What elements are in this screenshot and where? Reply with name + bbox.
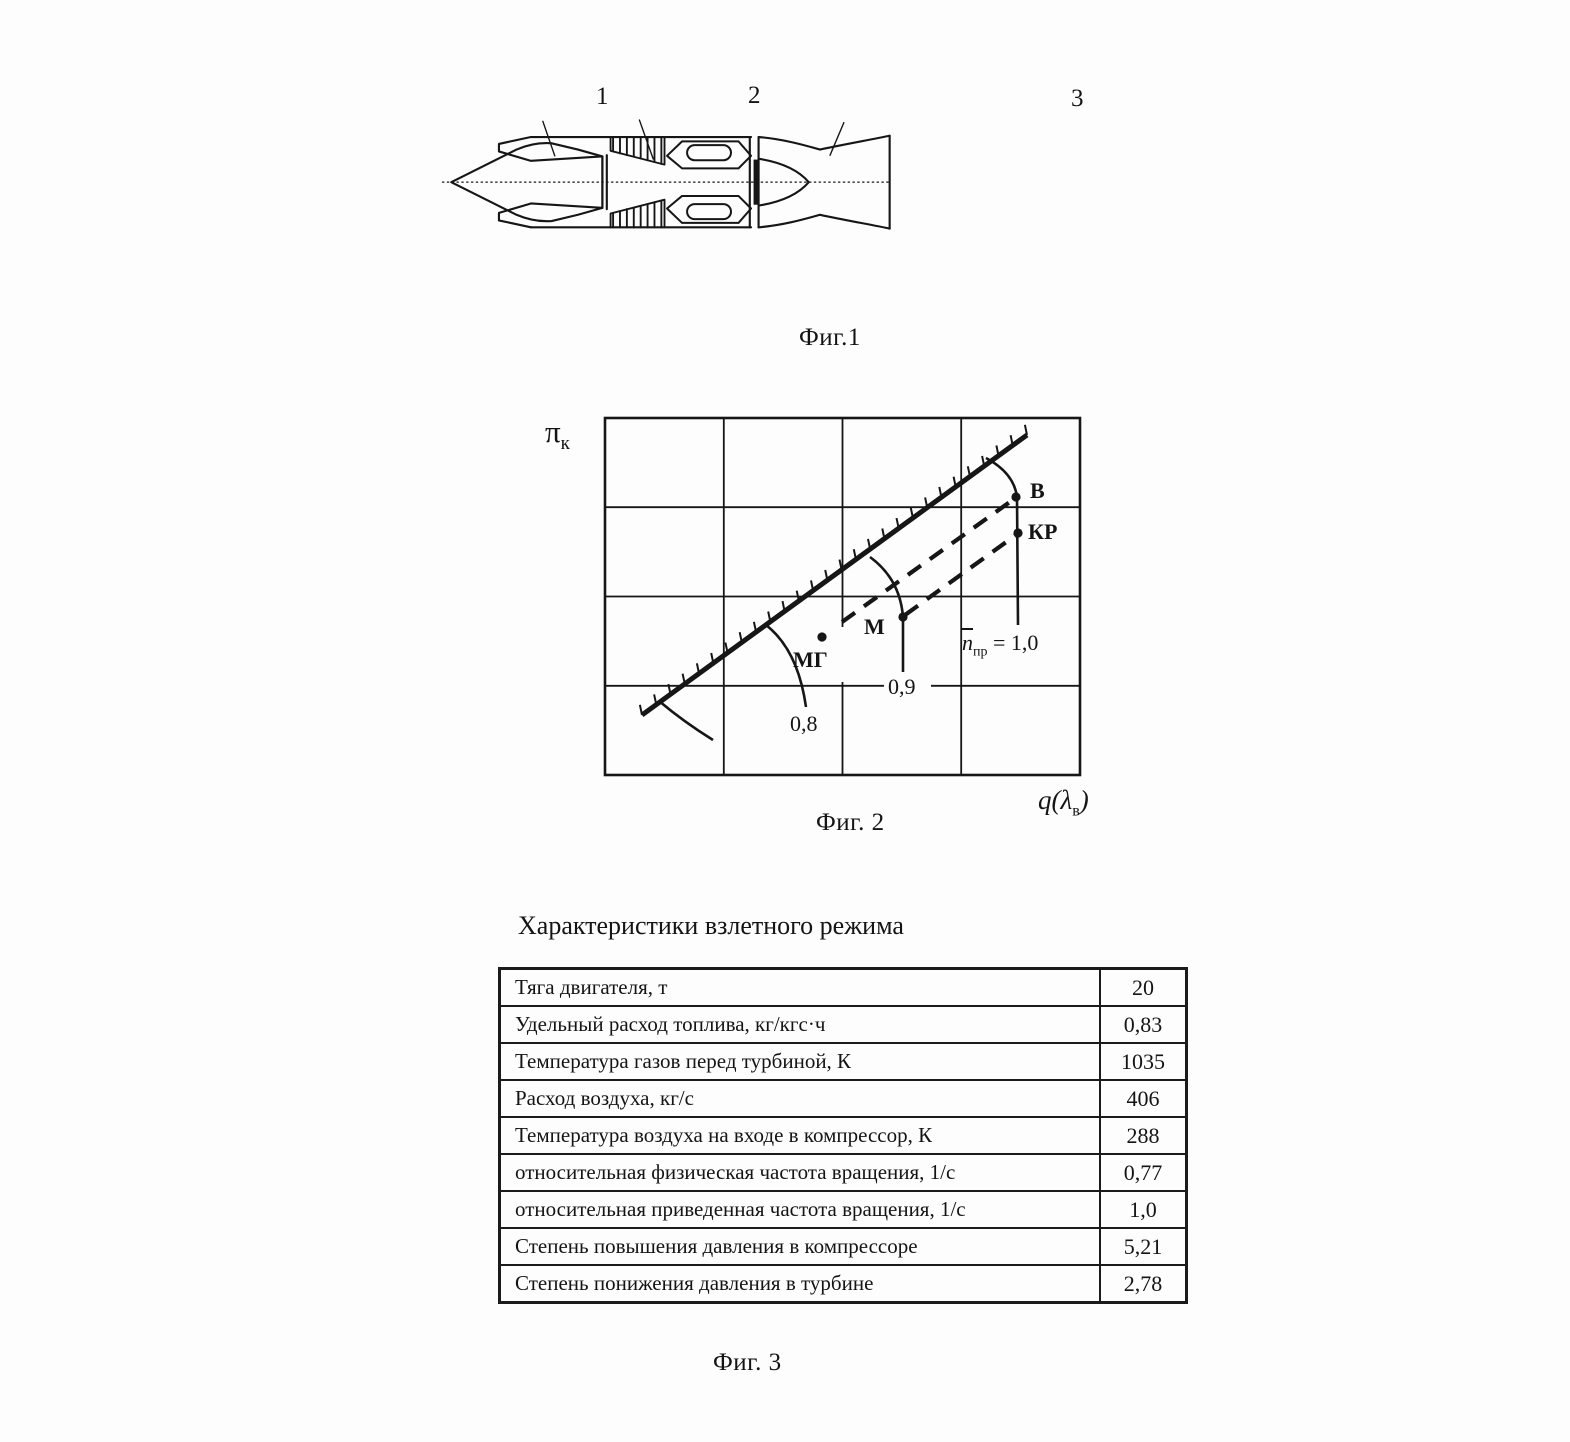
row-value: 0,83 <box>1100 1006 1187 1043</box>
speed-label-08: 0,8 <box>790 711 818 736</box>
surge-line-group <box>640 425 1027 715</box>
row-value: 5,21 <box>1100 1228 1187 1265</box>
table-title: Характеристики взлетного режима <box>518 911 904 940</box>
combustor-can-bottom <box>687 204 731 219</box>
figure1-caption: Фиг.1 <box>799 324 861 351</box>
row-value: 1035 <box>1100 1043 1187 1080</box>
row-label: Расход воздуха, кг/с <box>500 1080 1101 1117</box>
nozzle-top <box>759 136 890 150</box>
row-label: Степень повышения давления в компрессоре <box>500 1228 1101 1265</box>
row-value: 2,78 <box>1100 1265 1187 1303</box>
row-value: 1,0 <box>1100 1191 1187 1228</box>
surge-hatching <box>640 425 1027 715</box>
speed-label-10: $п_{пр} = 1,0$ <box>962 630 1039 660</box>
row-label: относительная физическая частота вращения, 1/с <box>500 1154 1101 1191</box>
leader-1 <box>543 121 555 155</box>
point-label-kr: КР <box>1028 519 1058 544</box>
table-row <box>500 1265 1187 1303</box>
row-value: 0,77 <box>1100 1154 1187 1191</box>
point-kr <box>1013 528 1022 537</box>
table-row <box>500 1043 1187 1080</box>
speed-lines <box>659 458 1018 740</box>
compressor-vanes-bottom <box>613 200 661 227</box>
point-v <box>1011 492 1020 501</box>
point-m <box>898 612 907 621</box>
y-axis-label: $\pi_к$ <box>545 414 570 455</box>
point-label-v: В <box>1030 478 1045 503</box>
part-label-3: 3 <box>1071 85 1084 112</box>
characteristics-table <box>498 967 1188 1304</box>
point-label-m: М <box>864 614 885 639</box>
row-value: 288 <box>1100 1117 1187 1154</box>
table-row <box>500 1154 1187 1191</box>
table-row <box>500 1080 1187 1117</box>
compressor-map <box>540 405 1120 845</box>
part-label-2: 2 <box>748 82 761 109</box>
point-label-mg: МГ <box>793 647 828 672</box>
table-row <box>500 1228 1187 1265</box>
leader-3 <box>830 123 844 156</box>
compressor-vanes-top <box>613 137 661 164</box>
compressor-duct-top <box>611 137 665 165</box>
speed-line-low <box>659 701 713 740</box>
cowl-lip-top <box>499 137 602 161</box>
engine-diagram <box>440 75 1180 305</box>
row-label: Температура газов перед турбиной, К <box>500 1043 1101 1080</box>
operating-lines <box>842 499 1016 622</box>
nozzle-bottom <box>759 215 890 229</box>
point-mg <box>817 632 826 641</box>
x-axis-label: $q(\lambda_в)$ <box>1038 785 1089 820</box>
row-label: Температура воздуха на входе в компрессор, К <box>500 1117 1101 1154</box>
speed-line-10 <box>986 458 1018 625</box>
speed-label-09: 0,9 <box>888 674 916 699</box>
row-value: 20 <box>1100 969 1187 1007</box>
row-value: 406 <box>1100 1080 1187 1117</box>
row-label: относительная приведенная частота вращения, 1/с <box>500 1191 1101 1228</box>
figure3-caption: Фиг. 3 <box>713 1349 782 1376</box>
inlet-spike <box>451 143 602 221</box>
part-label-1: 1 <box>596 83 609 110</box>
cowl-lip-bottom <box>499 203 602 227</box>
combustor-can-top <box>687 145 731 160</box>
table-row <box>500 1191 1187 1228</box>
figure2-caption: Фиг. 2 <box>816 809 885 836</box>
table-row <box>500 1117 1187 1154</box>
operating-line-upper <box>842 499 1014 622</box>
row-label: Тяга двигателя, т <box>500 969 1101 1007</box>
compressor-duct-bottom <box>611 200 665 228</box>
row-label: Удельный расход топлива, кг/кгс·ч <box>500 1006 1101 1043</box>
table-row <box>500 1006 1187 1043</box>
turbine-disk <box>754 160 760 205</box>
table-row <box>500 969 1187 1007</box>
row-label: Степень понижения давления в турбине <box>500 1265 1101 1303</box>
chart-grid <box>605 418 1080 775</box>
